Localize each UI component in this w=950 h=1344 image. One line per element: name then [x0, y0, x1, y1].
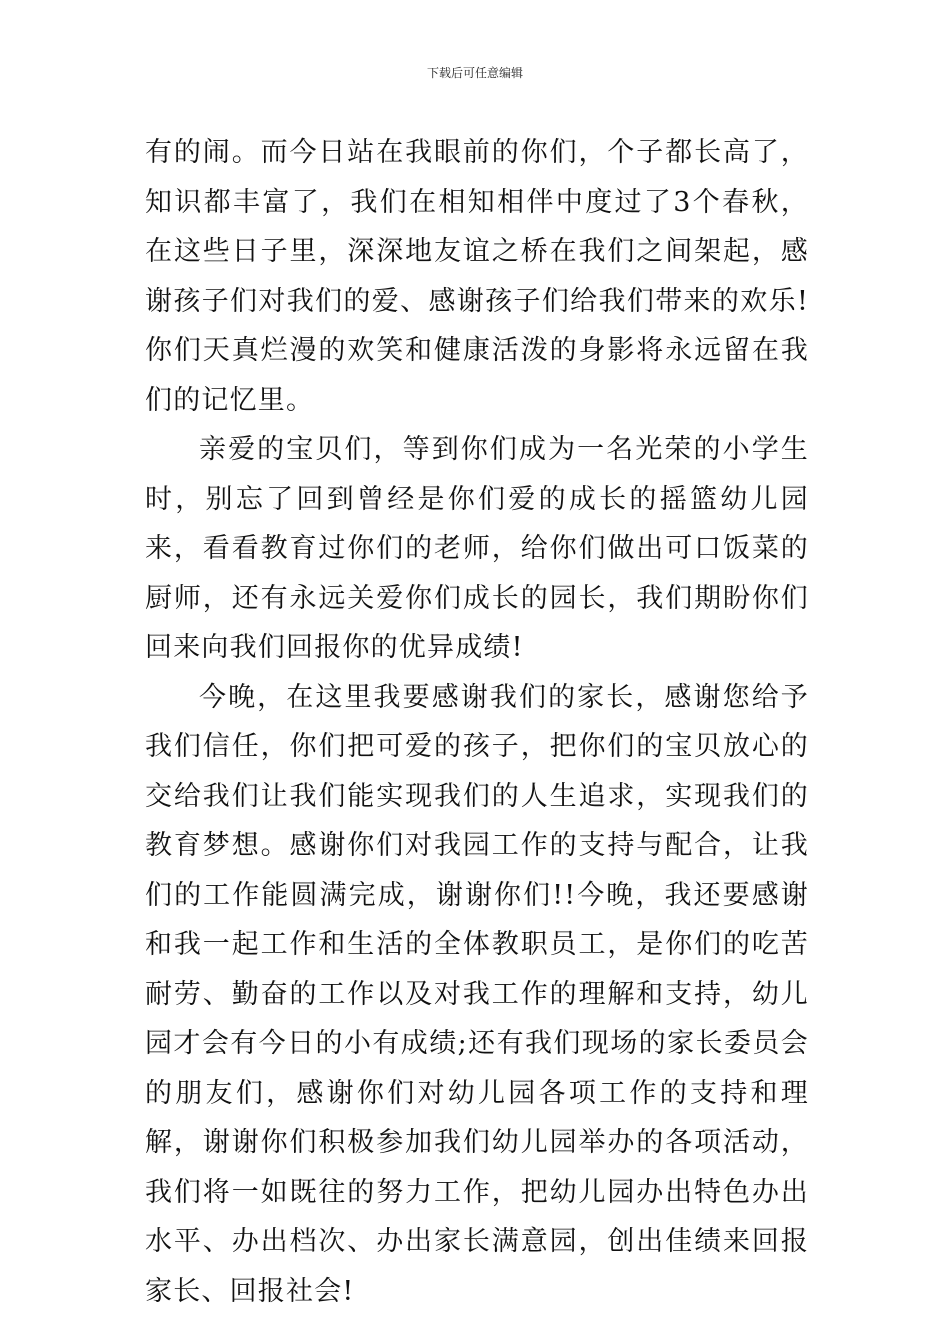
paragraph-thanks: 今晚，在这里我要感谢我们的家长，感谢您给予我们信任，你们把可爱的孩子，把你们的宝贝放心的交给我们让我们能实现我们的人生追求，实现我们的教育梦想。感谢你们对我园工作的支持与配合，让我们的工作能圆满完成，谢谢你们!!今晚，我还要感谢和我一起工作和生活的全体教职员工，是你们的吃苦耐劳、勤奋的工作以及对我工作的理解和支持，幼儿园才会有今日的小有成绩;还有我们现场的家长委员会的朋友们，感谢你们对幼儿园各项工作的支持和理解，谢谢你们积极参加我们幼儿园举办的各项活动，我们将一如既往的努力工作，把幼儿园办出特色办出水平、办出档次、办出家长满意园，创出佳绩来回报家长、回报社会! — [145, 681, 809, 1307]
paragraph-children-wishes: 亲爱的宝贝们，等到你们成为一名光荣的小学生时，别忘了回到曾经是你们爱的成长的摇篮幼儿园来，看看教育过你们的老师，给你们做出可口饭菜的厨师，还有永远关爱你们成长的园长，我们期盼你们回来向我们回报你的优异成绩! — [145, 434, 809, 663]
document-body — [145, 128, 809, 1316]
paragraph-continued: 有的闹。而今日站在我眼前的你们，个子都长高了，知识都丰富了，我们在相知相伴中度过了3个春秋，在这些日子里，深深地友谊之桥在我们之间架起，感谢孩子们对我们的爱、感谢孩子们给我们带来的欢乐!你们天真烂漫的欢笑和健康活泼的身影将永远留在我们的记忆里。 — [145, 137, 809, 416]
page-header: 下载后可任意编辑 — [426, 66, 523, 80]
